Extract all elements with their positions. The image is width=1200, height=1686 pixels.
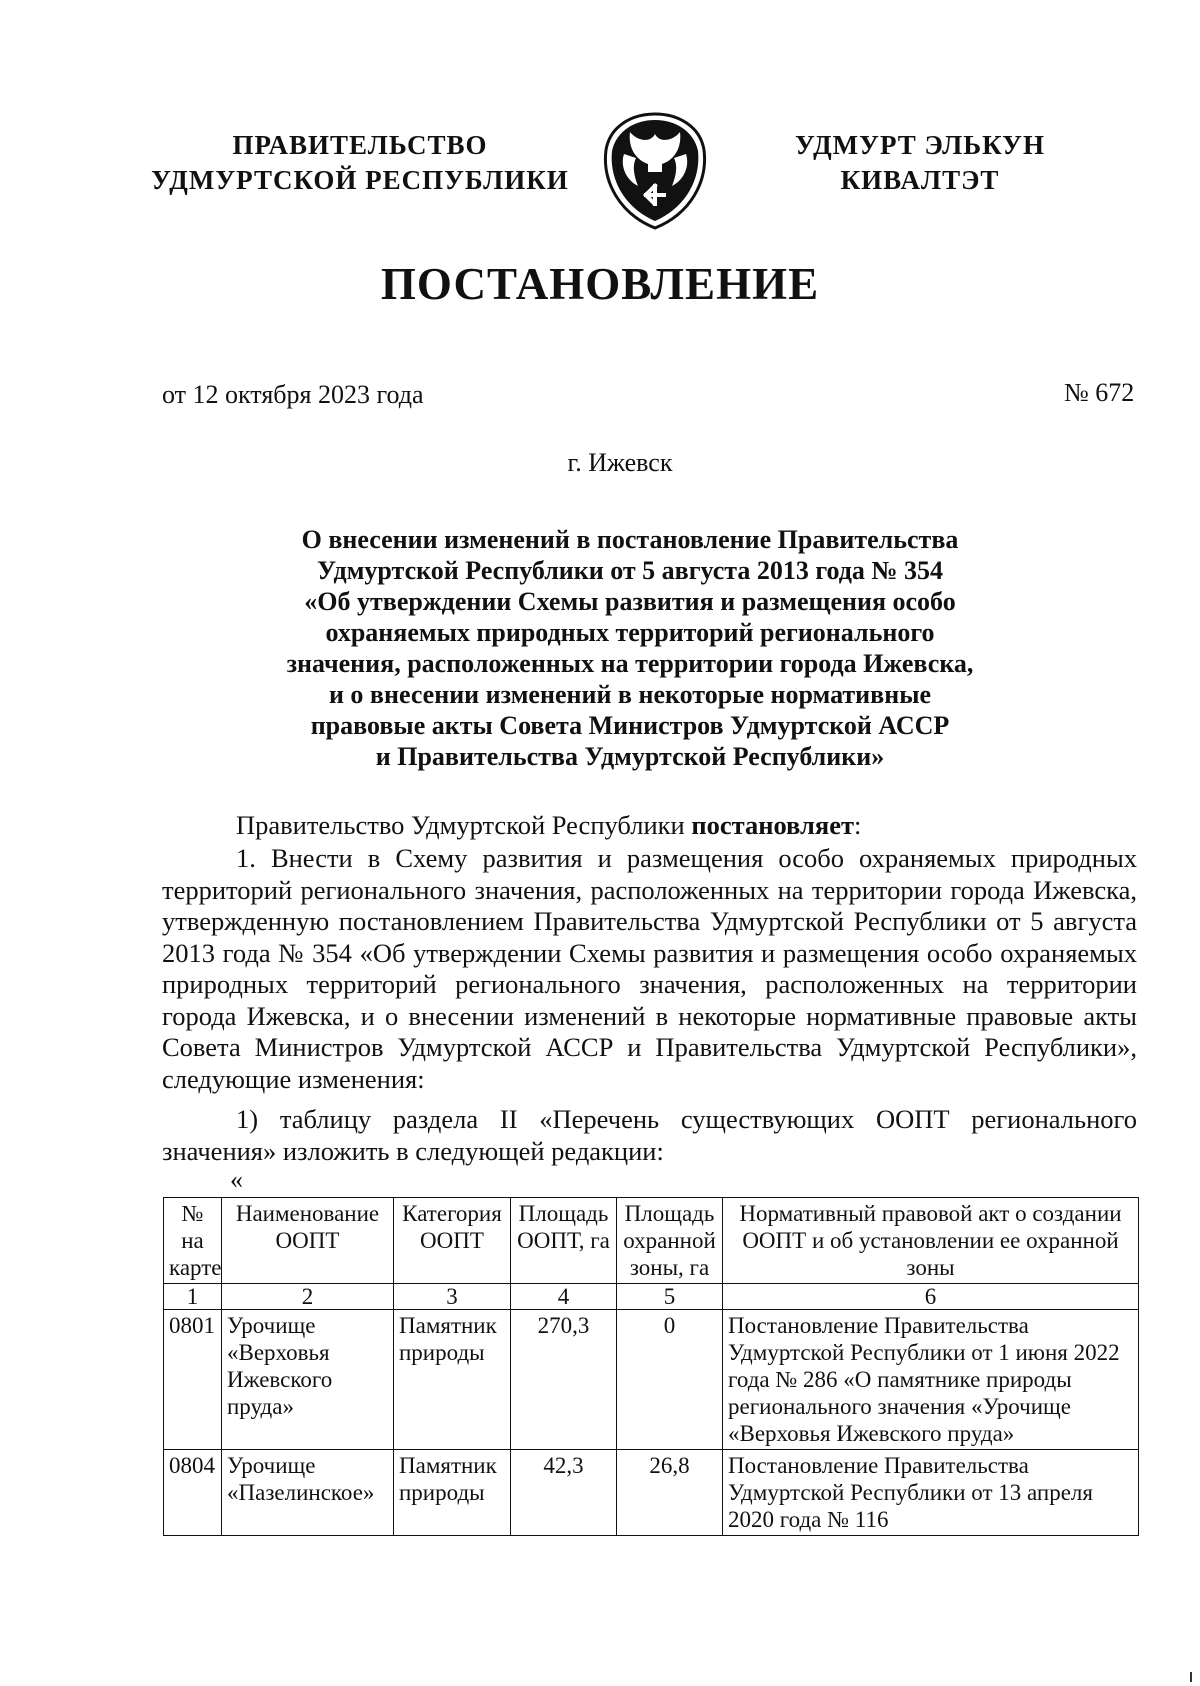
cell-map-number: 0804 — [164, 1450, 222, 1536]
title-line: и Правительства Удмуртской Республики» — [375, 742, 885, 771]
column-number: 6 — [723, 1284, 1139, 1310]
table-row — [164, 1310, 1139, 1450]
cell-name: Урочище «Верховья Ижевского пруда» — [222, 1310, 394, 1450]
column-number: 3 — [394, 1284, 511, 1310]
government-name-line-2: УДМУРТСКОЙ РЕСПУБЛИКИ — [151, 165, 569, 195]
cell-legal-act: Постановление Правительства Удмуртской Республики от 1 июня 2022 года № 286 «О памятнике природы регионального значения «Урочище «Верховья Ижевского пруда» — [723, 1310, 1139, 1450]
column-number: 2 — [222, 1284, 394, 1310]
cell-legal-act: Постановление Правительства Удмуртской Республики от 13 апреля 2020 года № 116 — [723, 1450, 1139, 1536]
table-header-row — [164, 1198, 1139, 1284]
paragraph-1-1: 1) таблицу раздела II «Перечень существующих ООПТ регионального значения» изложить в следующей редакции: — [162, 1104, 1137, 1166]
document-date: от 12 октября 2023 года — [162, 380, 424, 409]
col-header-area: Площадь ООПТ, га — [511, 1198, 617, 1284]
document-title — [200, 524, 1060, 772]
intro-paragraph — [162, 810, 1137, 842]
government-name-udmurt — [770, 128, 1070, 198]
government-name-line-1: ПРАВИТЕЛЬСТВО — [232, 130, 488, 160]
cell-zone-area: 26,8 — [617, 1450, 723, 1536]
title-line: правовые акты Совета Министров Удмуртской АССР — [310, 711, 950, 740]
col-header-legal-act: Нормативный правовой акт о создании ООПТ и об установлении ее охранной зоны — [723, 1198, 1139, 1284]
government-name-udmurt-line-1: УДМУРТ ЭЛЬКУН — [795, 130, 1045, 160]
document-number: № 672 — [1064, 378, 1135, 407]
col-header-name: Наименование ООПТ — [222, 1198, 394, 1284]
col-header-zone-area: Площадь охранной зоны, га — [617, 1198, 723, 1284]
cell-category: Памятник природы — [394, 1310, 511, 1450]
column-number: 1 — [164, 1284, 222, 1310]
col-header-category: Категория ООПТ — [394, 1198, 511, 1284]
title-line: охраняемых природных территорий регионального — [325, 618, 935, 647]
cell-area: 270,3 — [511, 1310, 617, 1450]
cell-map-number: 0801 — [164, 1310, 222, 1450]
table-column-number-row — [164, 1284, 1139, 1310]
title-line: Удмуртской Республики от 5 августа 2013 года № 354 — [316, 556, 944, 585]
title-line: значения, расположенных на территории города Ижевска, — [286, 649, 974, 678]
oopt-table — [163, 1197, 1139, 1536]
title-line: и о внесении изменений в некоторые нормативные — [328, 680, 932, 709]
cell-area: 42,3 — [511, 1450, 617, 1536]
title-line: «Об утверждении Схемы развития и размещения особо — [304, 587, 956, 616]
table-row — [164, 1450, 1139, 1536]
intro-text: Правительство Удмуртской Республики — [236, 810, 692, 840]
column-number: 5 — [617, 1284, 723, 1310]
government-name-russian — [130, 128, 590, 198]
cell-zone-area: 0 — [617, 1310, 723, 1450]
paragraph-1: 1. Внести в Схему развития и размещения особо охраняемых природных территорий регионального значения, расположенных на территории города Ижевска, утвержденную постановлением Правительства Удмуртской Республики от 5 августа 2013 года № 354 «Об утверждении Схемы развития и размещения особо охраняемых природных территорий регионального значения, расположенных на территории города Ижевска, и о внесении изменений в некоторые нормативные правовые акты Совета Министров Удмуртской АССР и Правительства Удмуртской Республики», следующие изменения: — [162, 843, 1137, 1094]
column-number: 4 — [511, 1284, 617, 1310]
intro-verb: постановляет — [691, 810, 855, 840]
scan-mark — [1190, 1672, 1192, 1682]
cell-category: Памятник природы — [394, 1450, 511, 1536]
udmurt-coat-of-arms-icon — [600, 110, 710, 232]
cell-name: Урочище «Пазелинское» — [222, 1450, 394, 1536]
col-header-map-number: № на карте — [164, 1198, 222, 1284]
government-name-udmurt-line-2: КИВАЛТЭТ — [840, 165, 1000, 195]
title-line: О внесении изменений в постановление Правительства — [301, 525, 959, 554]
opening-quote: « — [230, 1165, 243, 1194]
document-city: г. Ижевск — [567, 448, 673, 477]
intro-tail: : — [854, 810, 862, 840]
document-type: ПОСТАНОВЛЕНИЕ — [380, 259, 820, 309]
